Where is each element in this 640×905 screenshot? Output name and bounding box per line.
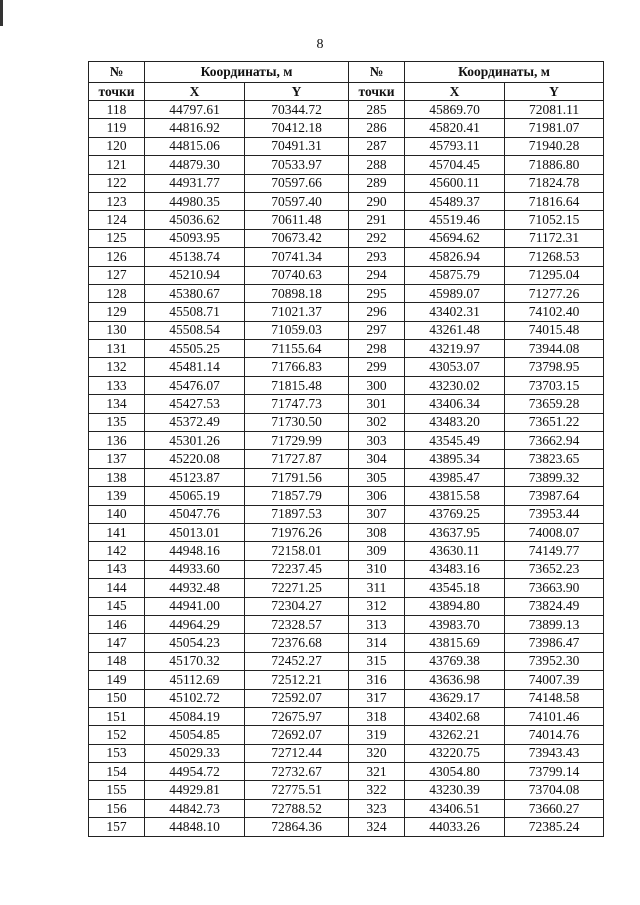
x-cell: 45170.32 bbox=[145, 652, 245, 670]
point-number-cell: 289 bbox=[349, 174, 405, 192]
point-number-cell: 130 bbox=[89, 321, 145, 339]
x-cell: 43630.11 bbox=[405, 542, 505, 560]
point-number-cell: 306 bbox=[349, 487, 405, 505]
y-cell: 72512.21 bbox=[245, 671, 349, 689]
x-cell: 45826.94 bbox=[405, 248, 505, 266]
y-cell: 73703.15 bbox=[505, 376, 604, 394]
y-cell: 71295.04 bbox=[505, 266, 604, 284]
y-cell: 70597.66 bbox=[245, 174, 349, 192]
x-cell: 44848.10 bbox=[145, 818, 245, 836]
scan-edge-mark bbox=[0, 0, 3, 26]
y-cell: 74015.48 bbox=[505, 321, 604, 339]
y-cell: 71791.56 bbox=[245, 468, 349, 486]
table-row bbox=[89, 101, 604, 119]
y-cell: 74102.40 bbox=[505, 303, 604, 321]
table-row bbox=[89, 726, 604, 744]
y-cell: 71981.07 bbox=[505, 119, 604, 137]
table-row bbox=[89, 818, 604, 836]
y-cell: 70491.31 bbox=[245, 137, 349, 155]
x-cell: 45481.14 bbox=[145, 358, 245, 376]
table-row bbox=[89, 192, 604, 210]
x-cell: 43230.39 bbox=[405, 781, 505, 799]
y-cell: 71730.50 bbox=[245, 413, 349, 431]
y-cell: 73952.30 bbox=[505, 652, 604, 670]
y-cell: 71940.28 bbox=[505, 137, 604, 155]
y-cell: 71155.64 bbox=[245, 340, 349, 358]
table-row bbox=[89, 284, 604, 302]
y-cell: 73824.49 bbox=[505, 597, 604, 615]
y-cell: 70412.18 bbox=[245, 119, 349, 137]
point-number-cell: 137 bbox=[89, 450, 145, 468]
y-cell: 72788.52 bbox=[245, 799, 349, 817]
x-cell: 43053.07 bbox=[405, 358, 505, 376]
y-cell: 72376.68 bbox=[245, 634, 349, 652]
x-cell: 43219.97 bbox=[405, 340, 505, 358]
x-cell: 45989.07 bbox=[405, 284, 505, 302]
y-cell: 73987.64 bbox=[505, 487, 604, 505]
y-cell: 71897.53 bbox=[245, 505, 349, 523]
point-number-cell: 288 bbox=[349, 156, 405, 174]
y-cell: 72237.45 bbox=[245, 560, 349, 578]
point-number-cell: 318 bbox=[349, 707, 405, 725]
y-cell: 72452.27 bbox=[245, 652, 349, 670]
point-number-cell: 291 bbox=[349, 211, 405, 229]
x-cell: 45476.07 bbox=[145, 376, 245, 394]
point-number-cell: 126 bbox=[89, 248, 145, 266]
point-number-cell: 314 bbox=[349, 634, 405, 652]
x-cell: 44964.29 bbox=[145, 615, 245, 633]
table-row bbox=[89, 542, 604, 560]
y-cell: 72304.27 bbox=[245, 597, 349, 615]
point-number-cell: 295 bbox=[349, 284, 405, 302]
point-number-cell: 301 bbox=[349, 395, 405, 413]
y-cell: 70741.34 bbox=[245, 248, 349, 266]
table-row bbox=[89, 450, 604, 468]
table-row bbox=[89, 560, 604, 578]
x-cell: 45875.79 bbox=[405, 266, 505, 284]
x-cell: 43985.47 bbox=[405, 468, 505, 486]
x-cell: 45047.76 bbox=[145, 505, 245, 523]
y-cell: 70597.40 bbox=[245, 192, 349, 210]
point-number-cell: 286 bbox=[349, 119, 405, 137]
y-cell: 73986.47 bbox=[505, 634, 604, 652]
point-number-cell: 305 bbox=[349, 468, 405, 486]
header-row-top bbox=[89, 62, 604, 83]
x-cell: 45505.25 bbox=[145, 340, 245, 358]
x-cell: 45093.95 bbox=[145, 229, 245, 247]
x-cell: 45820.41 bbox=[405, 119, 505, 137]
y-cell: 71021.37 bbox=[245, 303, 349, 321]
x-cell: 43220.75 bbox=[405, 744, 505, 762]
y-cell: 71277.26 bbox=[505, 284, 604, 302]
y-cell: 73823.65 bbox=[505, 450, 604, 468]
table-row bbox=[89, 615, 604, 633]
point-number-cell: 150 bbox=[89, 689, 145, 707]
y-cell: 74014.76 bbox=[505, 726, 604, 744]
y-cell: 73798.95 bbox=[505, 358, 604, 376]
x-cell: 44931.77 bbox=[145, 174, 245, 192]
point-number-header: № bbox=[89, 62, 145, 83]
y-cell: 73659.28 bbox=[505, 395, 604, 413]
y-cell: 70898.18 bbox=[245, 284, 349, 302]
y-cell: 73899.32 bbox=[505, 468, 604, 486]
point-number-cell: 308 bbox=[349, 523, 405, 541]
point-number-cell: 307 bbox=[349, 505, 405, 523]
y-cell: 72158.01 bbox=[245, 542, 349, 560]
x-cell: 44816.92 bbox=[145, 119, 245, 137]
x-cell: 44954.72 bbox=[145, 763, 245, 781]
y-cell: 74148.58 bbox=[505, 689, 604, 707]
point-number-cell: 324 bbox=[349, 818, 405, 836]
table-row bbox=[89, 229, 604, 247]
y-cell: 73663.90 bbox=[505, 579, 604, 597]
point-number-cell: 144 bbox=[89, 579, 145, 597]
point-number-cell: 143 bbox=[89, 560, 145, 578]
point-number-cell: 154 bbox=[89, 763, 145, 781]
x-cell: 45102.72 bbox=[145, 689, 245, 707]
point-number-cell: 138 bbox=[89, 468, 145, 486]
table-row bbox=[89, 763, 604, 781]
point-number-cell: 145 bbox=[89, 597, 145, 615]
y-cell: 73662.94 bbox=[505, 432, 604, 450]
point-number-cell: 322 bbox=[349, 781, 405, 799]
point-number-cell: 320 bbox=[349, 744, 405, 762]
table-row bbox=[89, 395, 604, 413]
table-row bbox=[89, 174, 604, 192]
point-number-cell: 294 bbox=[349, 266, 405, 284]
point-number-cell: 290 bbox=[349, 192, 405, 210]
x-cell: 45694.62 bbox=[405, 229, 505, 247]
table-row bbox=[89, 505, 604, 523]
table-row bbox=[89, 321, 604, 339]
y-cell: 70673.42 bbox=[245, 229, 349, 247]
y-cell: 72081.11 bbox=[505, 101, 604, 119]
point-number-cell: 296 bbox=[349, 303, 405, 321]
x-cell: 45519.46 bbox=[405, 211, 505, 229]
point-number-cell: 298 bbox=[349, 340, 405, 358]
point-number-cell: 146 bbox=[89, 615, 145, 633]
y-cell: 73899.13 bbox=[505, 615, 604, 633]
x-cell: 45489.37 bbox=[405, 192, 505, 210]
point-sub-header: точки bbox=[89, 83, 145, 101]
x-cell: 44033.26 bbox=[405, 818, 505, 836]
x-cell: 43261.48 bbox=[405, 321, 505, 339]
x-cell: 44932.48 bbox=[145, 579, 245, 597]
x-cell: 43483.16 bbox=[405, 560, 505, 578]
x-cell: 43054.80 bbox=[405, 763, 505, 781]
point-number-cell: 128 bbox=[89, 284, 145, 302]
x-cell: 44933.60 bbox=[145, 560, 245, 578]
point-number-cell: 135 bbox=[89, 413, 145, 431]
x-cell: 45054.23 bbox=[145, 634, 245, 652]
x-cell: 43483.20 bbox=[405, 413, 505, 431]
x-cell: 45869.70 bbox=[405, 101, 505, 119]
coordinates-header: Координаты, м bbox=[405, 62, 604, 83]
x-cell: 45793.11 bbox=[405, 137, 505, 155]
y-cell: 72692.07 bbox=[245, 726, 349, 744]
x-cell: 44941.00 bbox=[145, 597, 245, 615]
y-cell: 72775.51 bbox=[245, 781, 349, 799]
point-sub-header: точки bbox=[349, 83, 405, 101]
point-number-cell: 321 bbox=[349, 763, 405, 781]
y-cell: 70344.72 bbox=[245, 101, 349, 119]
x-cell: 45210.94 bbox=[145, 266, 245, 284]
point-number-cell: 142 bbox=[89, 542, 145, 560]
point-number-cell: 123 bbox=[89, 192, 145, 210]
y-cell: 71976.26 bbox=[245, 523, 349, 541]
y-cell: 71052.15 bbox=[505, 211, 604, 229]
page-number: 8 bbox=[316, 37, 324, 52]
x-cell: 45380.67 bbox=[145, 284, 245, 302]
x-cell: 43230.02 bbox=[405, 376, 505, 394]
point-number-cell: 141 bbox=[89, 523, 145, 541]
table-row bbox=[89, 413, 604, 431]
y-cell: 73652.23 bbox=[505, 560, 604, 578]
y-cell: 72712.44 bbox=[245, 744, 349, 762]
table-row bbox=[89, 689, 604, 707]
point-number-cell: 285 bbox=[349, 101, 405, 119]
point-number-cell: 119 bbox=[89, 119, 145, 137]
x-cell: 44815.06 bbox=[145, 137, 245, 155]
x-cell: 43545.49 bbox=[405, 432, 505, 450]
point-number-cell: 133 bbox=[89, 376, 145, 394]
y-cell: 70611.48 bbox=[245, 211, 349, 229]
y-header: Y bbox=[245, 83, 349, 101]
x-cell: 45301.26 bbox=[145, 432, 245, 450]
point-number-cell: 147 bbox=[89, 634, 145, 652]
point-number-cell: 316 bbox=[349, 671, 405, 689]
x-cell: 43895.34 bbox=[405, 450, 505, 468]
coordinates-header: Координаты, м bbox=[145, 62, 349, 83]
point-number-cell: 134 bbox=[89, 395, 145, 413]
x-cell: 45029.33 bbox=[145, 744, 245, 762]
point-number-cell: 310 bbox=[349, 560, 405, 578]
point-number-cell: 311 bbox=[349, 579, 405, 597]
table-row bbox=[89, 523, 604, 541]
point-number-cell: 153 bbox=[89, 744, 145, 762]
y-cell: 73943.43 bbox=[505, 744, 604, 762]
x-cell: 45013.01 bbox=[145, 523, 245, 541]
x-header: X bbox=[405, 83, 505, 101]
x-cell: 43815.69 bbox=[405, 634, 505, 652]
y-cell: 73799.14 bbox=[505, 763, 604, 781]
y-cell: 70533.97 bbox=[245, 156, 349, 174]
y-cell: 71059.03 bbox=[245, 321, 349, 339]
point-number-cell: 297 bbox=[349, 321, 405, 339]
y-cell: 71268.53 bbox=[505, 248, 604, 266]
point-number-cell: 155 bbox=[89, 781, 145, 799]
table-row bbox=[89, 266, 604, 284]
x-cell: 45054.85 bbox=[145, 726, 245, 744]
point-number-cell: 152 bbox=[89, 726, 145, 744]
table-row bbox=[89, 671, 604, 689]
table-row bbox=[89, 303, 604, 321]
point-number-cell: 122 bbox=[89, 174, 145, 192]
x-cell: 43769.38 bbox=[405, 652, 505, 670]
header-row-bottom bbox=[89, 83, 604, 101]
y-cell: 72385.24 bbox=[505, 818, 604, 836]
y-header: Y bbox=[505, 83, 604, 101]
x-cell: 44797.61 bbox=[145, 101, 245, 119]
y-cell: 74007.39 bbox=[505, 671, 604, 689]
point-number-cell: 300 bbox=[349, 376, 405, 394]
y-cell: 73944.08 bbox=[505, 340, 604, 358]
point-number-cell: 120 bbox=[89, 137, 145, 155]
x-cell: 43636.98 bbox=[405, 671, 505, 689]
table-row bbox=[89, 487, 604, 505]
y-cell: 72271.25 bbox=[245, 579, 349, 597]
x-cell: 43769.25 bbox=[405, 505, 505, 523]
x-cell: 45084.19 bbox=[145, 707, 245, 725]
table-row bbox=[89, 579, 604, 597]
table-row bbox=[89, 211, 604, 229]
table-row bbox=[89, 468, 604, 486]
x-cell: 45138.74 bbox=[145, 248, 245, 266]
y-cell: 74008.07 bbox=[505, 523, 604, 541]
point-number-cell: 118 bbox=[89, 101, 145, 119]
x-cell: 43545.18 bbox=[405, 579, 505, 597]
y-cell: 71766.83 bbox=[245, 358, 349, 376]
point-number-cell: 125 bbox=[89, 229, 145, 247]
y-cell: 72864.36 bbox=[245, 818, 349, 836]
y-cell: 72732.67 bbox=[245, 763, 349, 781]
y-cell: 71747.73 bbox=[245, 395, 349, 413]
table-row bbox=[89, 799, 604, 817]
y-cell: 72675.97 bbox=[245, 707, 349, 725]
x-cell: 43406.34 bbox=[405, 395, 505, 413]
y-cell: 71172.31 bbox=[505, 229, 604, 247]
point-number-cell: 293 bbox=[349, 248, 405, 266]
x-cell: 43262.21 bbox=[405, 726, 505, 744]
x-header: X bbox=[145, 83, 245, 101]
x-cell: 44929.81 bbox=[145, 781, 245, 799]
point-number-cell: 303 bbox=[349, 432, 405, 450]
y-cell: 71886.80 bbox=[505, 156, 604, 174]
table-row bbox=[89, 156, 604, 174]
x-cell: 45065.19 bbox=[145, 487, 245, 505]
y-cell: 72328.57 bbox=[245, 615, 349, 633]
point-number-cell: 287 bbox=[349, 137, 405, 155]
point-number-cell: 139 bbox=[89, 487, 145, 505]
x-cell: 43402.31 bbox=[405, 303, 505, 321]
point-number-cell: 323 bbox=[349, 799, 405, 817]
y-cell: 71824.78 bbox=[505, 174, 604, 192]
x-cell: 45508.54 bbox=[145, 321, 245, 339]
point-number-cell: 319 bbox=[349, 726, 405, 744]
point-number-cell: 132 bbox=[89, 358, 145, 376]
y-cell: 71816.64 bbox=[505, 192, 604, 210]
y-cell: 71729.99 bbox=[245, 432, 349, 450]
table-row bbox=[89, 119, 604, 137]
y-cell: 71727.87 bbox=[245, 450, 349, 468]
x-cell: 44948.16 bbox=[145, 542, 245, 560]
point-number-cell: 292 bbox=[349, 229, 405, 247]
y-cell: 71857.79 bbox=[245, 487, 349, 505]
table-row bbox=[89, 652, 604, 670]
y-cell: 73660.27 bbox=[505, 799, 604, 817]
x-cell: 43629.17 bbox=[405, 689, 505, 707]
table-row bbox=[89, 707, 604, 725]
point-number-cell: 313 bbox=[349, 615, 405, 633]
table-row bbox=[89, 358, 604, 376]
point-number-cell: 312 bbox=[349, 597, 405, 615]
table-row bbox=[89, 248, 604, 266]
y-cell: 74149.77 bbox=[505, 542, 604, 560]
x-cell: 45704.45 bbox=[405, 156, 505, 174]
point-number-cell: 157 bbox=[89, 818, 145, 836]
point-number-cell: 317 bbox=[349, 689, 405, 707]
table-row bbox=[89, 432, 604, 450]
x-cell: 45036.62 bbox=[145, 211, 245, 229]
y-cell: 73651.22 bbox=[505, 413, 604, 431]
point-number-cell: 304 bbox=[349, 450, 405, 468]
x-cell: 44842.73 bbox=[145, 799, 245, 817]
point-number-header: № bbox=[349, 62, 405, 83]
point-number-cell: 124 bbox=[89, 211, 145, 229]
coordinates-table bbox=[88, 61, 604, 837]
table-row bbox=[89, 340, 604, 358]
y-cell: 74101.46 bbox=[505, 707, 604, 725]
x-cell: 45112.69 bbox=[145, 671, 245, 689]
x-cell: 45220.08 bbox=[145, 450, 245, 468]
x-cell: 43637.95 bbox=[405, 523, 505, 541]
point-number-cell: 156 bbox=[89, 799, 145, 817]
table-body bbox=[89, 101, 604, 837]
point-number-cell: 151 bbox=[89, 707, 145, 725]
point-number-cell: 148 bbox=[89, 652, 145, 670]
x-cell: 45372.49 bbox=[145, 413, 245, 431]
point-number-cell: 315 bbox=[349, 652, 405, 670]
x-cell: 45600.11 bbox=[405, 174, 505, 192]
y-cell: 73953.44 bbox=[505, 505, 604, 523]
table-row bbox=[89, 597, 604, 615]
point-number-cell: 131 bbox=[89, 340, 145, 358]
table-row bbox=[89, 781, 604, 799]
x-cell: 45123.87 bbox=[145, 468, 245, 486]
x-cell: 45508.71 bbox=[145, 303, 245, 321]
table-row bbox=[89, 376, 604, 394]
point-number-cell: 149 bbox=[89, 671, 145, 689]
y-cell: 71815.48 bbox=[245, 376, 349, 394]
point-number-cell: 309 bbox=[349, 542, 405, 560]
table-row bbox=[89, 137, 604, 155]
x-cell: 44879.30 bbox=[145, 156, 245, 174]
point-number-cell: 121 bbox=[89, 156, 145, 174]
x-cell: 43402.68 bbox=[405, 707, 505, 725]
point-number-cell: 140 bbox=[89, 505, 145, 523]
y-cell: 72592.07 bbox=[245, 689, 349, 707]
point-number-cell: 129 bbox=[89, 303, 145, 321]
x-cell: 43983.70 bbox=[405, 615, 505, 633]
x-cell: 44980.35 bbox=[145, 192, 245, 210]
point-number-cell: 127 bbox=[89, 266, 145, 284]
point-number-cell: 299 bbox=[349, 358, 405, 376]
point-number-cell: 302 bbox=[349, 413, 405, 431]
table-row bbox=[89, 634, 604, 652]
y-cell: 70740.63 bbox=[245, 266, 349, 284]
x-cell: 43815.58 bbox=[405, 487, 505, 505]
x-cell: 45427.53 bbox=[145, 395, 245, 413]
x-cell: 43406.51 bbox=[405, 799, 505, 817]
point-number-cell: 136 bbox=[89, 432, 145, 450]
x-cell: 43894.80 bbox=[405, 597, 505, 615]
table-row bbox=[89, 744, 604, 762]
y-cell: 73704.08 bbox=[505, 781, 604, 799]
